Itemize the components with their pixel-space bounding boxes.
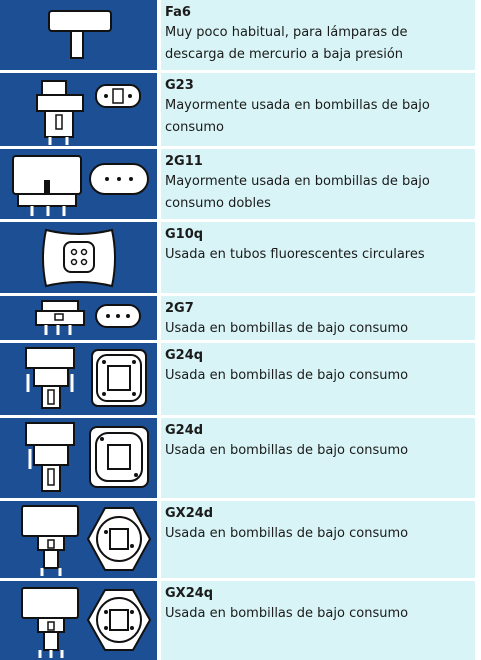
g24d-base-icon — [4, 419, 154, 497]
base-name: G24d — [165, 423, 204, 438]
image-cell — [0, 73, 159, 146]
table-row — [0, 73, 475, 146]
base-name: 2G7 — [165, 301, 194, 316]
g24q-base-icon — [4, 344, 154, 414]
table-row — [0, 418, 475, 498]
text-cell — [161, 149, 475, 219]
base-description: Usada en bombillas de bajo consumo — [165, 321, 409, 336]
table-row — [0, 222, 475, 293]
base-description: Usada en bombillas de bajo consumo — [165, 606, 409, 621]
base-name: GX24d — [165, 506, 214, 521]
fa6-base-icon — [4, 2, 154, 68]
table-row — [0, 149, 475, 219]
base-description: Muy poco habitual, para lámparas de descarga de mercurio a baja presión — [165, 25, 408, 62]
base-name: Fa6 — [165, 5, 191, 20]
base-name: GX24q — [165, 586, 214, 601]
gx24d-base-icon — [4, 502, 154, 577]
base-name: 2G11 — [165, 154, 203, 169]
base-name: G10q — [165, 227, 204, 242]
base-description: Usada en tubos fluorescentes circulares — [165, 247, 425, 262]
base-name: G23 — [165, 78, 194, 93]
g23-base-icon — [4, 75, 154, 145]
image-cell — [0, 149, 159, 219]
base-description: Mayormente usada en bombillas de bajo consumo — [165, 98, 430, 135]
text-cell — [161, 296, 475, 340]
base-name: G24q — [165, 348, 204, 363]
text-cell — [161, 73, 475, 146]
base-description: Usada en bombillas de bajo consumo — [165, 443, 409, 458]
text-cell — [161, 0, 475, 70]
table-row — [0, 501, 475, 578]
image-cell — [0, 0, 159, 70]
text-cell — [161, 343, 475, 415]
image-cell — [0, 581, 159, 660]
g10q-base-icon — [4, 224, 154, 292]
image-cell — [0, 501, 159, 578]
text-cell — [161, 418, 475, 498]
gx24q-base-icon — [4, 582, 154, 659]
text-cell — [161, 581, 475, 660]
image-cell — [0, 418, 159, 498]
2g11-base-icon — [4, 150, 154, 218]
image-cell — [0, 296, 159, 340]
2g7-base-icon — [4, 297, 154, 339]
base-description: Mayormente usada en bombillas de bajo consumo dobles — [165, 174, 430, 211]
table-row — [0, 581, 475, 660]
text-cell — [161, 501, 475, 578]
table-row — [0, 296, 475, 340]
image-cell — [0, 343, 159, 415]
base-description: Usada en bombillas de bajo consumo — [165, 368, 409, 383]
text-cell — [161, 222, 475, 293]
table-row — [0, 0, 475, 70]
table-row — [0, 343, 475, 415]
image-cell — [0, 222, 159, 293]
base-description: Usada en bombillas de bajo consumo — [165, 526, 409, 541]
